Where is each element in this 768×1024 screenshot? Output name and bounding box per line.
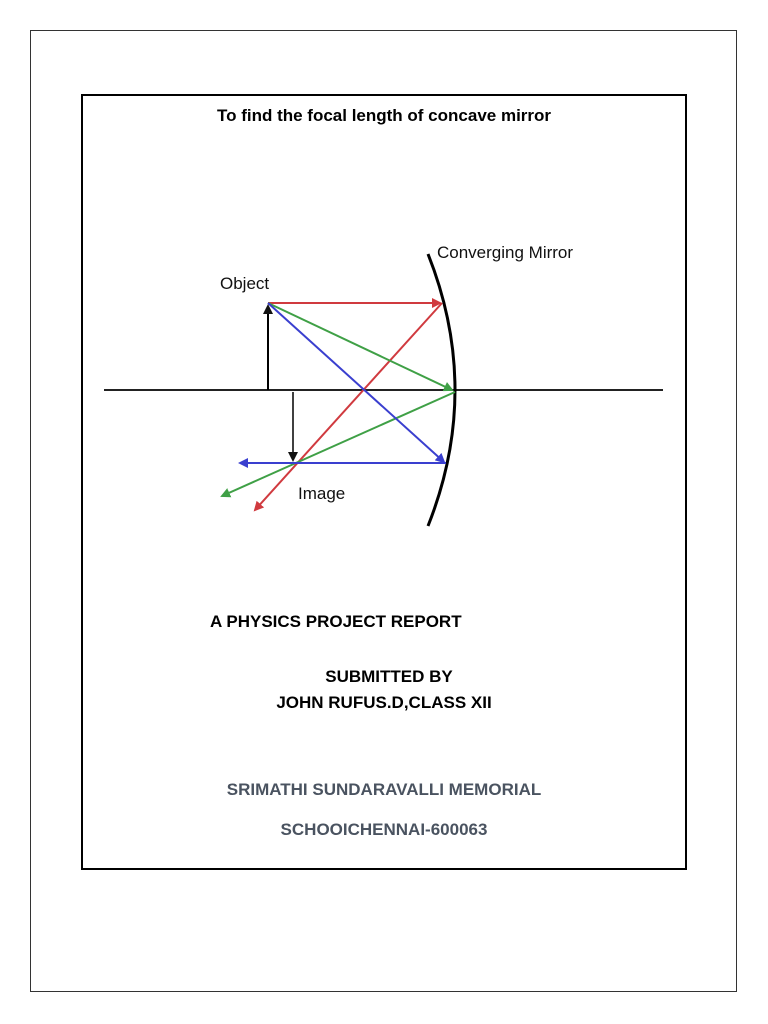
green-ray-incident xyxy=(268,303,452,390)
image-label: Image xyxy=(298,484,346,503)
mirror-label: Converging Mirror xyxy=(437,243,574,262)
author-name: JOHN RUFUS.D,CLASS XII xyxy=(276,693,492,712)
green-ray-reflected xyxy=(222,392,455,496)
page-title: To find the focal length of concave mirror xyxy=(216,106,552,125)
object-label: Object xyxy=(220,274,270,293)
blue-ray-incident xyxy=(268,303,444,462)
submitted-by: SUBMITTED BY xyxy=(325,667,453,686)
red-ray-reflected xyxy=(255,303,442,510)
school-name-line2: SCHOOICHENNAI-600063 xyxy=(280,820,488,839)
report-label: A PHYSICS PROJECT REPORT xyxy=(210,612,462,631)
school-name-line1: SRIMATHI SUNDARAVALLI MEMORIAL xyxy=(226,780,542,799)
